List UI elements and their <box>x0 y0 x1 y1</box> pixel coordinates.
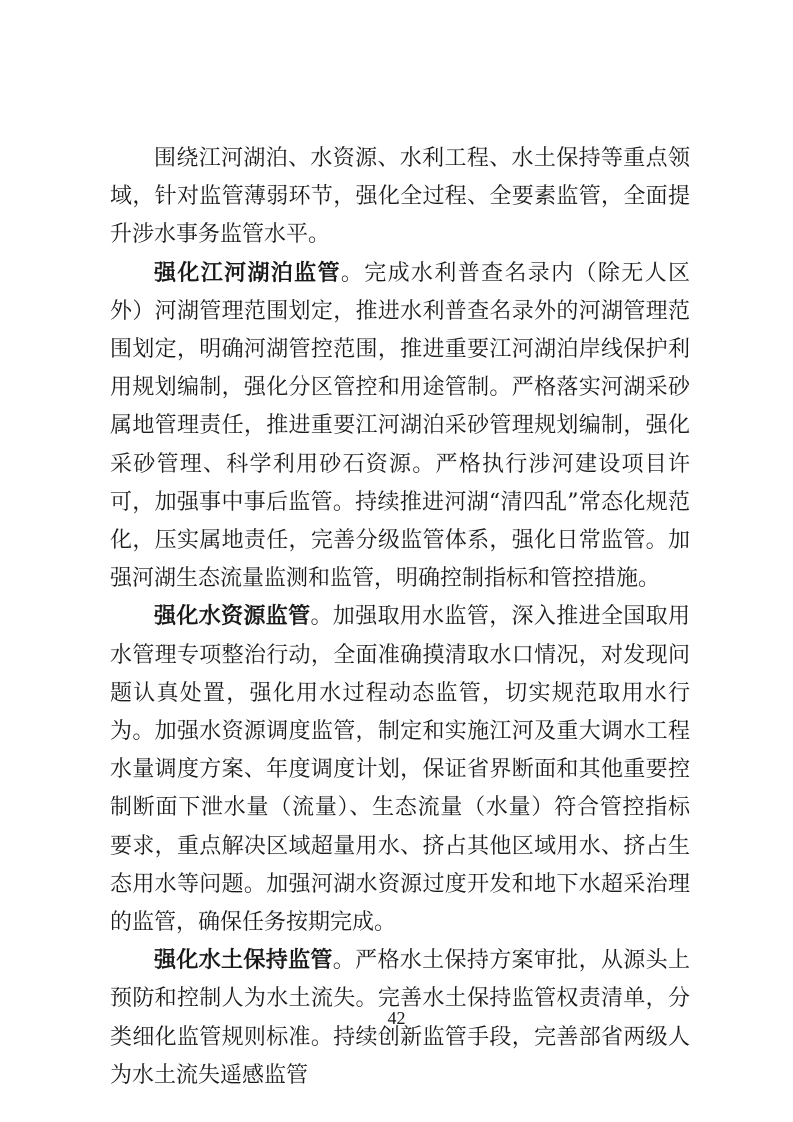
paragraph-text: 围绕江河湖泊、水资源、水利工程、水土保持等重点领域，针对监管薄弱环节，强化全过程、全要素监管，全面提升涉水事务监管水平。 <box>110 146 690 248</box>
paragraph-text: 。完成水利普查名录内（除无人区外）河湖管理范围划定，推进水利普查名录外的河湖管理范围划定，明确河湖管控范围，推进重要江河湖泊岸线保护利用规划编制，强化分区管控和用途管制。严格落实河湖采砂属地管理责任，推进重要江河湖泊采砂管理规划编制，强化采砂管理、科学利用砂石资源。严格执行涉河建设项目许可，加强事中事后监管。持续推进河湖“清四乱”常态化规范化，压实属地责任，完善分级监管体系，强化日常监管。加强河湖生态流量监测和监管，明确控制指标和管控措施。 <box>110 260 690 592</box>
paragraph-intro <box>110 140 690 255</box>
paragraph-lead: 强化水土保持监管 <box>154 948 333 974</box>
paragraph-lead: 强化江河湖泊监管 <box>154 260 341 286</box>
paragraph-lead: 强化水资源监管 <box>154 604 311 630</box>
body-text <box>110 140 690 1095</box>
page-number: 42 <box>387 1008 406 1028</box>
paragraph-text: 。严格水土保持方案审批，从源头上预防和控制人为水土流失。完善水土保持监管权责清单，分类细化监管规则标准。持续创新监管手段，完善部省两级人为水土流失遥感监管 <box>110 948 690 1088</box>
paragraph-text: 。加强取用水监管，深入推进全国取用水管理专项整治行动，全面准确摸清取水口情况，对发现问题认真处置，强化用水过程动态监管，切实规范取用水行为。加强水资源调度监管，制定和实施江河及重大调水工程水量调度方案、年度调度计划，保证省界断面和其他重要控制断面下泄水量（流量）、生态流量（水量）符合管控指标要求，重点解决区域超量用水、挤占其他区域用水、挤占生态用水等问题。加强河湖水资源过度开发和地下水超采治理的监管，确保任务按期完成。 <box>110 604 690 936</box>
paragraph-water-resource-supervision <box>110 598 690 942</box>
paragraph-river-lake-supervision <box>110 255 690 599</box>
